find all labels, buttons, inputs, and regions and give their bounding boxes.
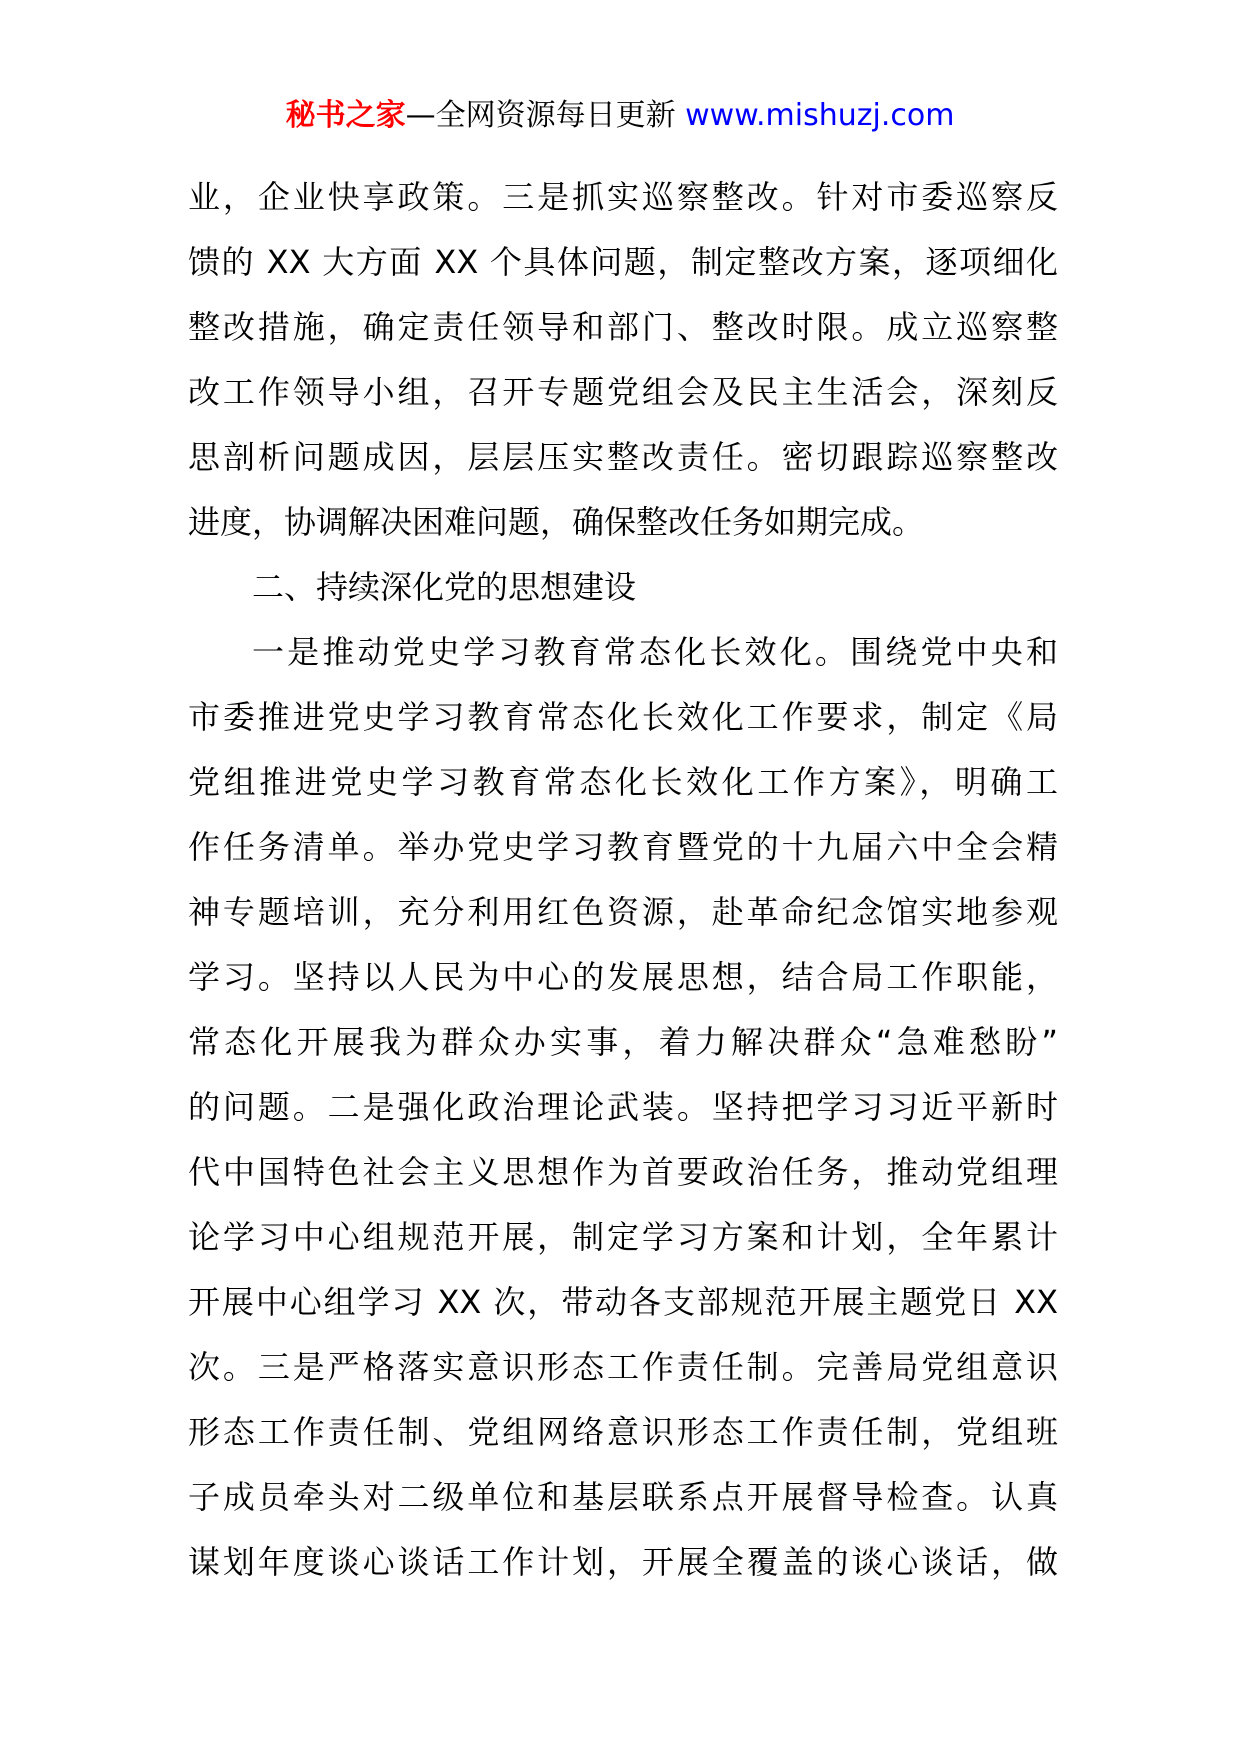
text-line: 形态工作责任制、党组网络意识形态工作责任制，党组班 — [188, 1413, 1058, 1451]
header-url[interactable]: www.mishuzj.com — [685, 98, 955, 133]
text-line: 论学习中心组规范开展，制定学习方案和计划，全年累计 — [188, 1218, 1058, 1256]
text-line: 业，企业快享政策。三是抓实巡察整改。针对市委巡察反 — [188, 178, 1058, 216]
text-line: 学习。坚持以人民为中心的发展思想，结合局工作职能， — [188, 958, 1058, 996]
text-line: 党组推进党史学习教育常态化长效化工作方案》，明确工 — [188, 763, 1058, 801]
text-line: 谋划年度谈心谈话工作计划，开展全覆盖的谈心谈话，做 — [188, 1543, 1058, 1581]
text-line: 开展中心组学习 XX 次，带动各支部规范开展主题党日 XX — [188, 1283, 1058, 1321]
text-line: 作任务清单。举办党史学习教育暨党的十九届六中全会精 — [188, 828, 1058, 866]
document-body — [188, 165, 1058, 1595]
text-line: 市委推进党史学习教育常态化长效化工作要求，制定《局 — [188, 698, 1058, 736]
page-header — [0, 96, 1240, 136]
text-line: 馈的 XX 大方面 XX 个具体问题，制定整改方案，逐项细化 — [188, 243, 1058, 281]
text-line: 代中国特色社会主义思想作为首要政治任务，推动党组理 — [188, 1153, 1058, 1191]
text-line: 改工作领导小组，召开专题党组会及民主生活会，深刻反 — [188, 373, 1058, 411]
header-slogan: —全网资源每日更新 — [405, 98, 676, 133]
text-line: 进度，协调解决困难问题，确保整改任务如期完成。 — [188, 503, 925, 541]
text-line: 神专题培训，充分利用红色资源，赴革命纪念馆实地参观 — [188, 893, 1058, 931]
text-line: 思剖析问题成因，层层压实整改责任。密切跟踪巡察整改 — [188, 438, 1058, 476]
text-line: 子成员牵头对二级单位和基层联系点开展督导检查。认真 — [188, 1478, 1058, 1516]
text-line: 一是推动党史学习教育常态化长效化。围绕党中央和 — [252, 633, 1058, 671]
header-brand: 秘书之家 — [285, 98, 406, 133]
section-heading: 二、持续深化党的思想建设 — [252, 568, 637, 606]
text-line: 的问题。二是强化政治理论武装。坚持把学习习近平新时 — [188, 1088, 1058, 1126]
text-line: 常态化开展我为群众办实事，着力解决群众“急难愁盼” — [188, 1023, 1058, 1061]
text-line: 次。三是严格落实意识形态工作责任制。完善局党组意识 — [188, 1348, 1058, 1386]
text-line: 整改措施，确定责任领导和部门、整改时限。成立巡察整 — [188, 308, 1058, 346]
